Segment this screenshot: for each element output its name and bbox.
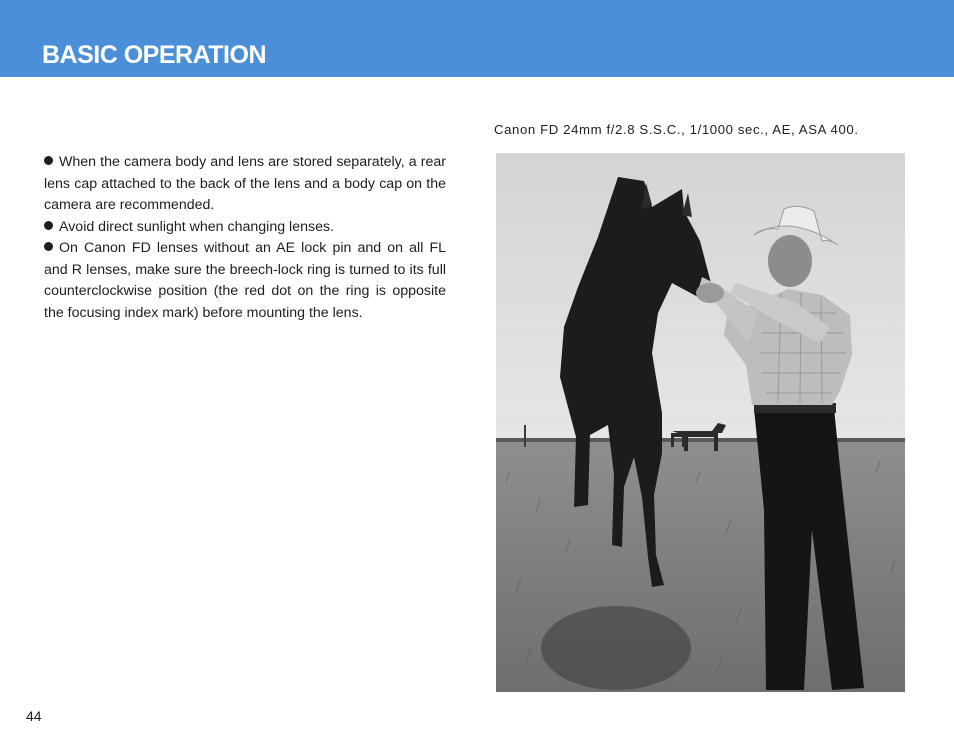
bullet-text: Avoid direct sunlight when changing lenses. [59,218,334,235]
bullet-icon [44,221,53,230]
bullet-item [44,152,446,217]
bullet-icon [44,156,53,165]
horse-shadow [541,606,691,690]
fence-post [524,425,526,447]
horizon [496,438,905,442]
photo [496,153,905,692]
bullet-text: When the camera body and lens are stored separately, a rear lens cap attached to the back of the lens and a body cap on the camera are recommended. [44,154,446,213]
photo-caption: Canon FD 24mm f/2.8 S.S.C., 1/1000 sec., AE, ASA 400. [494,122,859,137]
instruction-text [44,152,446,324]
header-bar [0,0,954,77]
page-title: BASIC OPERATION [42,41,266,69]
bullet-item [44,217,446,239]
man-face [768,235,812,287]
bullet-icon [44,242,53,251]
bullet-text: On Canon FD lenses without an AE lock pin and on all FL and R lenses, make sure the breech-lock ring is turned to its full counterclockwise position (the red dot on the ring is opposite the focusing index mark) before mounting the lens. [44,240,446,321]
page-number: 44 [26,708,42,724]
man-hand [696,283,724,303]
bullet-item [44,238,446,324]
horse-and-man-photo [496,153,905,692]
